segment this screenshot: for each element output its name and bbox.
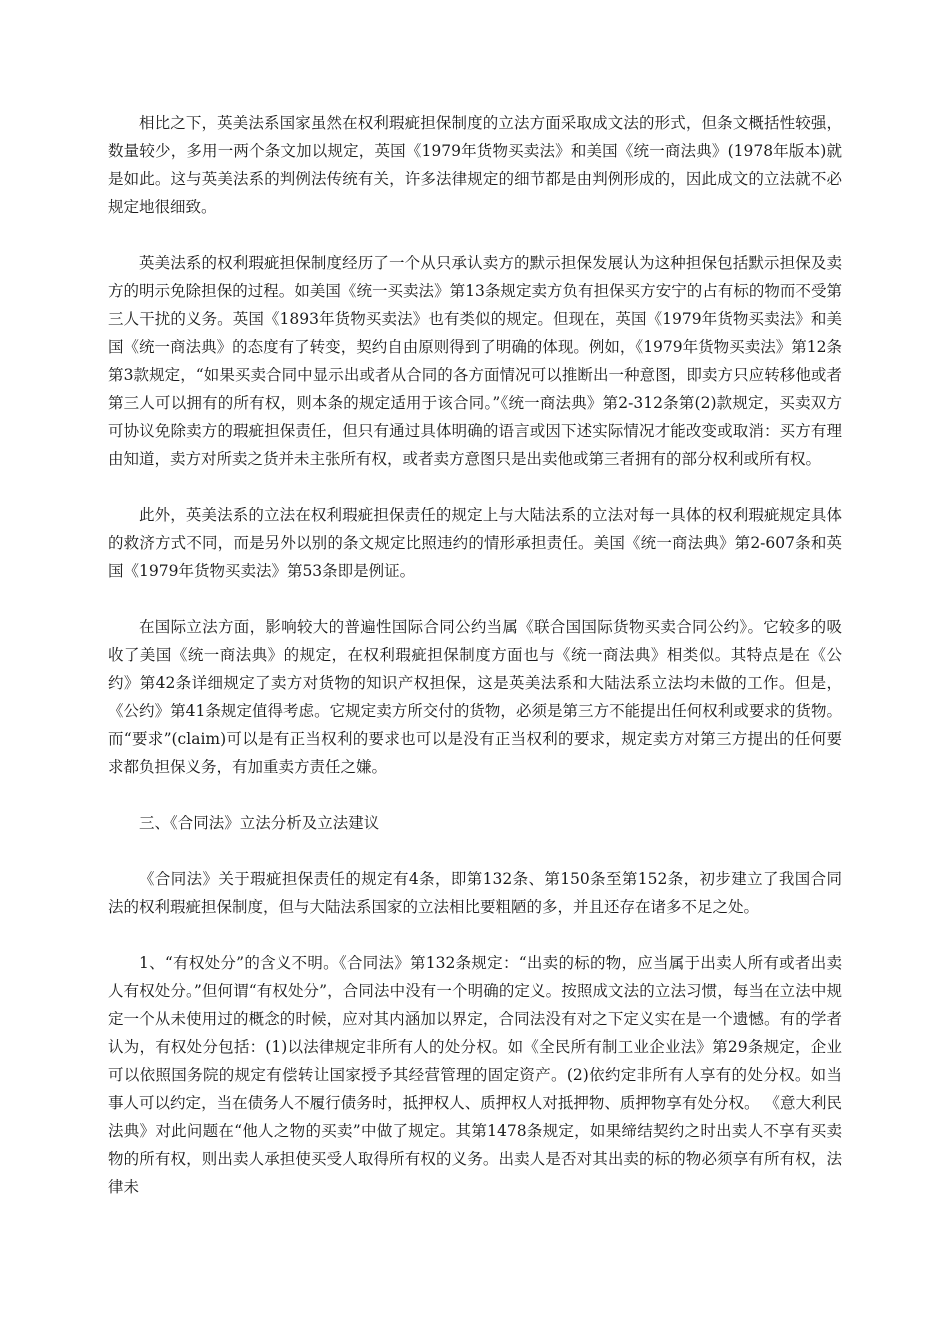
- document-page: [108, 109, 842, 1229]
- paragraph-anglo-american-history: 英美法系的权利瑕疵担保制度经历了一个从只承认卖方的默示担保发展认为这种担保包括默示担保及卖方的明示免除担保的过程。如美国《统一买卖法》第13条规定卖方负有担保买方安宁的占有标的物而不受第三人干扰的义务。英国《1893年货物买卖法》也有类似的规定。但现在，英国《1979年货物买卖法》和美国《统一商法典》的态度有了转变，契约自由原则得到了明确的体现。例如，《1979年货物买卖法》第12条第3款规定，“如果买卖合同中显示出或者从合同的各方面情况可以推断出一种意图，即卖方只应转移他或者第三人可以拥有的所有权，则本条的规定适用于该合同。”《统一商法典》第2-312条第(2)款规定，买卖双方可协议免除卖方的瑕疵担保责任，但只有通过具体明确的语言或因下述实际情况才能改变或取消：买方有理由知道，卖方对所卖之货并未主张所有权，或者卖方意图只是出卖他或第三者拥有的部分权利或所有权。: [108, 254, 842, 468]
- paragraph-comparison: 相比之下，英美法系国家虽然在权利瑕疵担保制度的立法方面采取成文法的形式，但条文概括性较强，数量较少，多用一两个条文加以规定，英国《1979年货物买卖法》和美国《统一商法典》(1978年版本)就是如此。这与英美法系的判例法传统有关，许多法律规定的细节都是由判例形成的，因此成文的立法就不必规定地很细致。: [108, 114, 842, 216]
- paragraph-disposal-right: 1、“有权处分”的含义不明。《合同法》第132条规定：“出卖的标的物，应当属于出卖人所有或者出卖人有权处分。”但何谓“有权处分”，合同法中没有一个明确的定义。按照成文法的立法习惯，每当在立法中规定一个从未使用过的概念的时候，应对其内涵加以界定，合同法没有对之下定义实在是一个遗憾。有的学者认为，有权处分包括：(1)以法律规定非所有人的处分权。如《全民所有制工业企业法》第29条规定，企业可以依照国务院的规定有偿转让国家授予其经营管理的固定资产。(2)依约定非所有人享有的处分权。如当事人可以约定，当在债务人不履行债务时，抵押权人、质押权人对抵押物、质押物享有处分权。 《意大利民法典》对此问题在“他人之物的买卖”中做了规定。其第1478条规定，如果缔结契约之时出卖人不享有买卖物的所有权，则出卖人承担使买受人取得所有权的义务。出卖人是否对其出卖的标的物必须享有所有权，法律未: [108, 954, 842, 1196]
- section-heading: 三、《合同法》立法分析及立法建议: [139, 814, 380, 832]
- paragraph-international: 在国际立法方面，影响较大的普遍性国际合同公约当属《联合国国际货物买卖合同公约》。它较多的吸收了美国《统一商法典》的规定，在权利瑕疵担保制度方面也与《统一商法典》相类似。其特点是在《公约》第42条详细规定了卖方对货物的知识产权担保，这是英美法系和大陆法系立法均未做的工作。但是，《公约》第41条规定值得考虑。它规定卖方所交付的货物，必须是第三方不能提出任何权利或要求的货物。而“要求”(claim)可以是有正当权利的要求也可以是没有正当权利的要求，规定卖方对第三方提出的任何要求都负担保义务，有加重卖方责任之嫌。: [108, 618, 842, 776]
- paragraph-remedies: 此外，英美法系的立法在权利瑕疵担保责任的规定上与大陆法系的立法对每一具体的权利瑕疵规定具体的救济方式不同，而是另外以别的条文规定比照违约的情形承担责任。美国《统一商法典》第2-607条和英国《1979年货物买卖法》第53条即是例证。: [108, 506, 842, 580]
- paragraph-contract-law-overview: 《合同法》关于瑕疵担保责任的规定有4条，即第132条、第150条至第152条，初步建立了我国合同法的权利瑕疵担保制度，但与大陆法系国家的立法相比要粗陋的多，并且还存在诸多不足之处。: [108, 870, 842, 916]
